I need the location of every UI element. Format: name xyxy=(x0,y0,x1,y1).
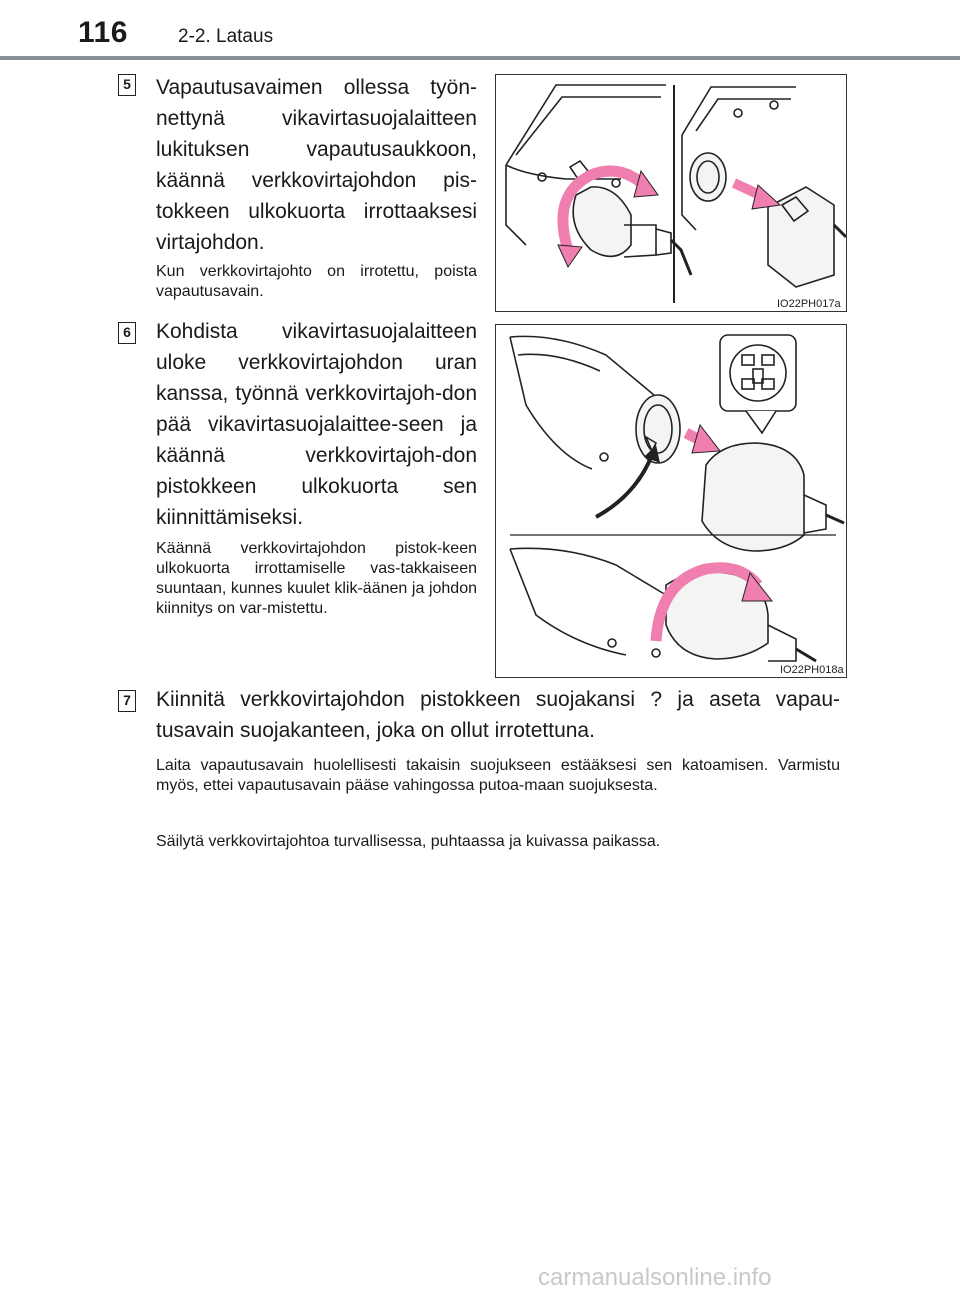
figure-connect-plug xyxy=(495,324,847,678)
step-7-text: Kiinnitä verkkovirtajohdon pistokkeen suojakansi ? ja aseta vapau-tusavain suojakanteen, joka on ollut irrotettuna. xyxy=(156,688,840,742)
step-7-note: Laita vapautusavain huolellisesti takaisin suojukseen estääksesi sen katoamisen. Varmistu myös, ettei vapautusavain pääse vahingossa putoa-maan suojuksesta. xyxy=(156,757,840,794)
step-6-text: Kohdista vikavirtasuojalaitteen uloke verkkovirtajohdon uran kanssa, työnnä verkkovirtajoh-don pää vikavirtasuojalaittee-seen ja käännä verkkovirtajoh-don pistokkeen ulkokuorta sen kiinnittämiseksi. xyxy=(156,320,477,529)
step-5-text: Vapautusavaimen ollessa työn-nettynä vikavirtasuojalaitteen lukituksen vapautusaukkoon, käännä verkkovirtajohdon pis-tokkeen ulkokuorta irrottaaksesi virtajohdon. xyxy=(156,76,477,254)
step-6-badge: 6 xyxy=(118,322,136,344)
figure-code-018: IO22PH018a xyxy=(780,664,844,676)
figure-connect-plug-illustration xyxy=(496,325,847,678)
step-7-badge: 7 xyxy=(118,690,136,712)
step-6-note: Käännä verkkovirtajohdon pistok-keen ulkokuorta irrottamiselle vas-takkaiseen suuntaan, kunnes kuulet klik-äänen ja johdon kiinnitys on var-mistettu. xyxy=(156,540,477,617)
step-5-badge: 5 xyxy=(118,74,136,96)
figure-disconnect-plug xyxy=(495,74,847,312)
page-number: 116 xyxy=(78,16,128,49)
step-7-note-2: Säilytä verkkovirtajohtoa turvallisessa, puhtaassa ja kuivassa paikassa. xyxy=(156,833,661,850)
section-title: 2-2. Lataus xyxy=(178,26,274,47)
watermark: carmanualsonline.info xyxy=(538,1264,772,1291)
header-divider xyxy=(0,56,960,60)
figure-code-017: IO22PH017a xyxy=(777,298,841,310)
figure-disconnect-plug-illustration xyxy=(496,75,847,312)
step-5-note: Kun verkkovirtajohto on irrotettu, poista vapautusavain. xyxy=(156,263,477,300)
